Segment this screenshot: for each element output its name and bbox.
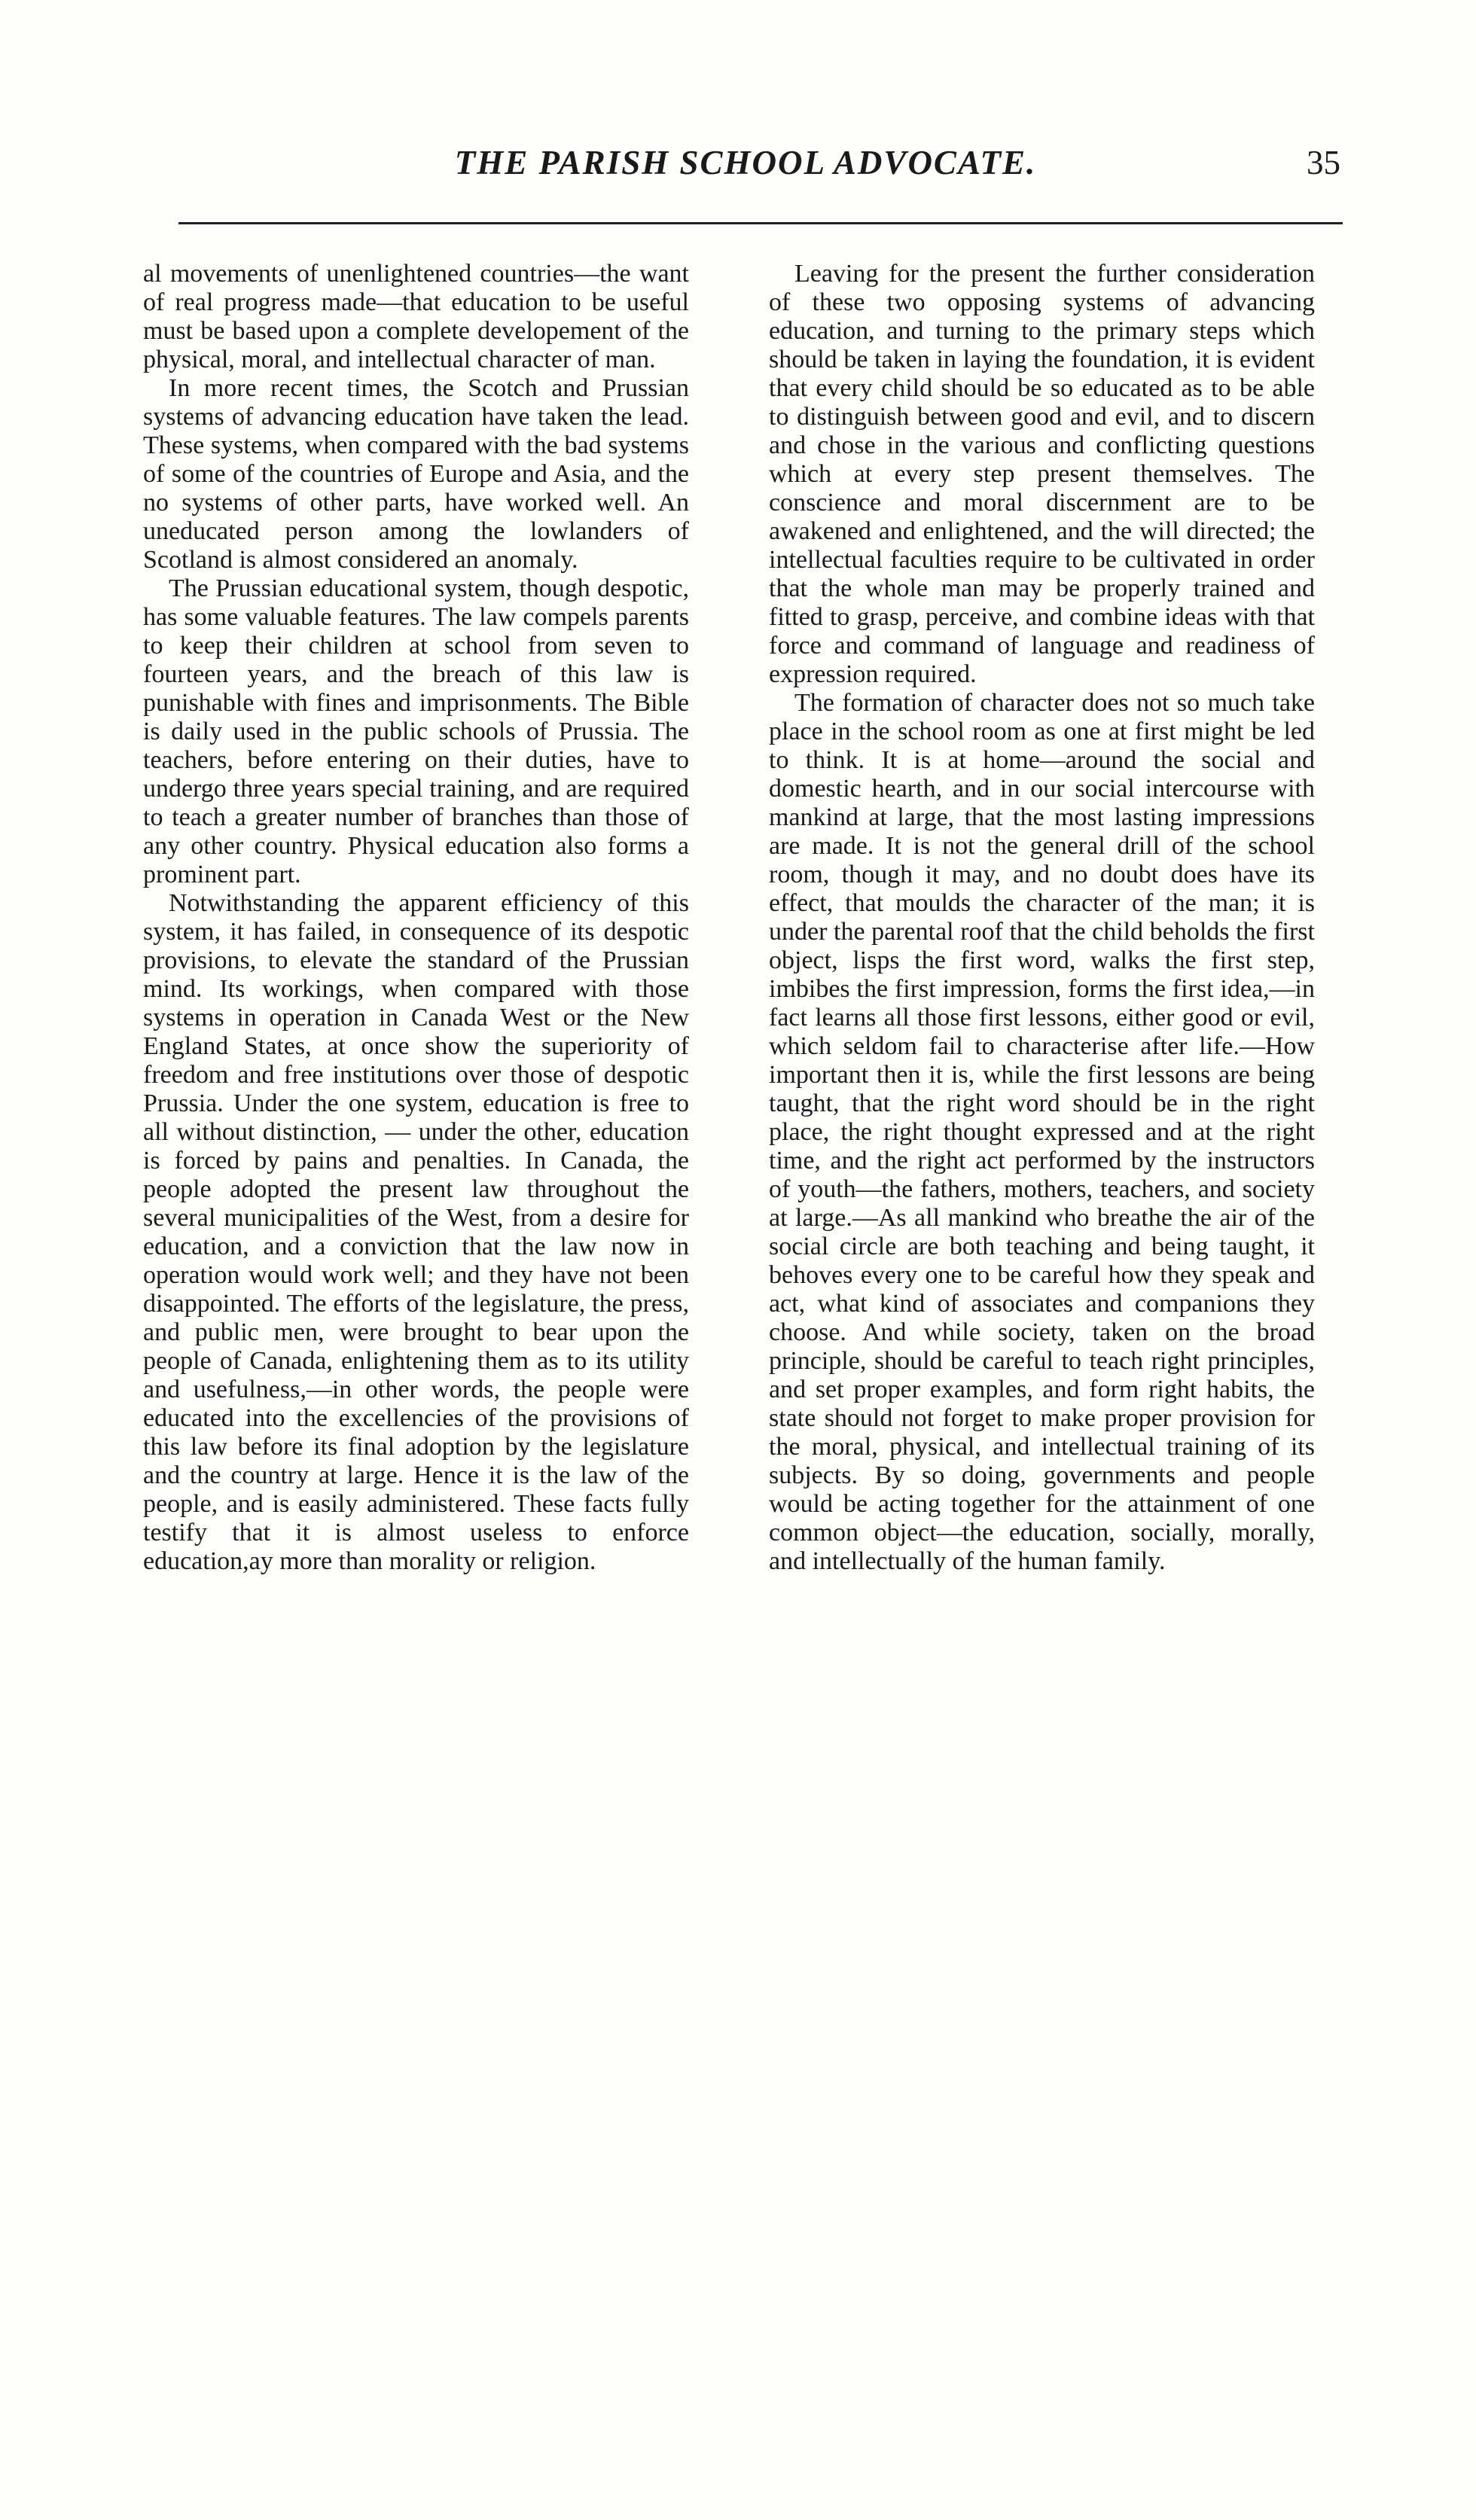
paragraph: In more recent times, the Scotch and Prussian systems of advancing education have taken the lead. These systems, when compared with the bad systems of some of the countries of Europe and Asia, and the no systems of other parts, have worked well. An uneducated person among the lowlanders of Scotland is almost considered an anomaly.	[143, 374, 689, 574]
paragraph: The formation of character does not so much take place in the school room as one at first might be led to think. It is at home—around the social and domestic hearth, and in our social intercourse with mankind at large, that the most lasting impressions are made. It is not the general drill of the school room, though it may, and no doubt does have its effect, that moulds the character of the man; it is under the parental roof that the child beholds the first object, lisps the first word, walks the first step, imbibes the first impression, forms the first idea,—in fact learns all those first lessons, either good or evil, which seldom fail to characterise after life.—How important then it is, while the first lessons are being taught, that the right word should be in the right place, the right thought expressed and at the right time, and the right act performed by the instructors of youth—the fathers, mothers, teachers, and society at large.—As all mankind who breathe the air of the social circle are both teaching and being taught, it behoves every one to be careful how they speak and act, what kind of associates and companions they choose. And while society, taken on the broad principle, should be careful to teach right principles, and set proper examples, and form right habits, the state should not forget to make proper provision for the moral, physical, and intellectual training of its subjects. By so doing, governments and people would be acting together for the attainment of one common object—the education, socially, morally, and intellectually of the human family.	[769, 689, 1315, 1575]
paragraph: Notwithstanding the apparent efficiency of this system, it has failed, in consequence of its despotic provisions, to elevate the standard of the Prussian mind. Its workings, when compared with those systems in operation in Canada West or the New England States, at once show the superiority of freedom and free institutions over those of despotic Prussia. Under the one system, education is free to all without distinction, — under the other, education is forced by pains and penalties. In Canada, the people adopted the present law throughout the several municipalities of the West, from a desire for education, and a conviction that the law now in operation would work well; and they have not been disappointed. The efforts of the legislature, the press, and public men, were brought to bear upon the people of Canada, enlightening them as to its utility and usefulness,—in other words, the people were educated into the excellencies of the provisions of this law before its final adoption by the legislature and the country at large. Hence it is the law of the people, and is easily administered. These facts fully testify that it is almost useless to enforce education,ay more than morality or religion.	[143, 889, 689, 1575]
paragraph: al movements of unenlightened countries—the want of real progress made—that education to be useful must be based upon a complete developement of the physical, moral, and intellectual character of man.	[143, 260, 689, 373]
header-rule	[178, 222, 1343, 224]
running-head	[151, 143, 1340, 203]
left-column	[143, 260, 689, 1576]
journal-title: THE PARISH SCHOOL ADVOCATE.	[454, 144, 1037, 181]
paragraph: The Prussian educational system, though despotic, has some valuable features. The law compels parents to keep their children at school from seven to fourteen years, and the breach of this law is punishable with fines and imprisonments. The Bible is daily used in the public schools of Prussia. The teachers, before entering on their duties, have to undergo three years special training, and are required to teach a greater number of branches than those of any other country. Physical education also forms a prominent part.	[143, 574, 689, 888]
page-number: 35	[1307, 144, 1340, 181]
right-column	[769, 260, 1315, 1576]
paragraph: Leaving for the present the further consideration of these two opposing systems of advancing education, and turning to the primary steps which should be taken in laying the foundation, it is evident that every child should be so educated as to be able to distinguish between good and evil, and to discern and chose in the various and conflicting questions which at every step present themselves. The conscience and moral discernment are to be awakened and enlightened, and the will directed; the intellectual faculties require to be cultivated in order that the whole man may be properly trained and fitted to grasp, perceive, and combine ideas with that force and command of language and readiness of expression required.	[769, 260, 1315, 688]
